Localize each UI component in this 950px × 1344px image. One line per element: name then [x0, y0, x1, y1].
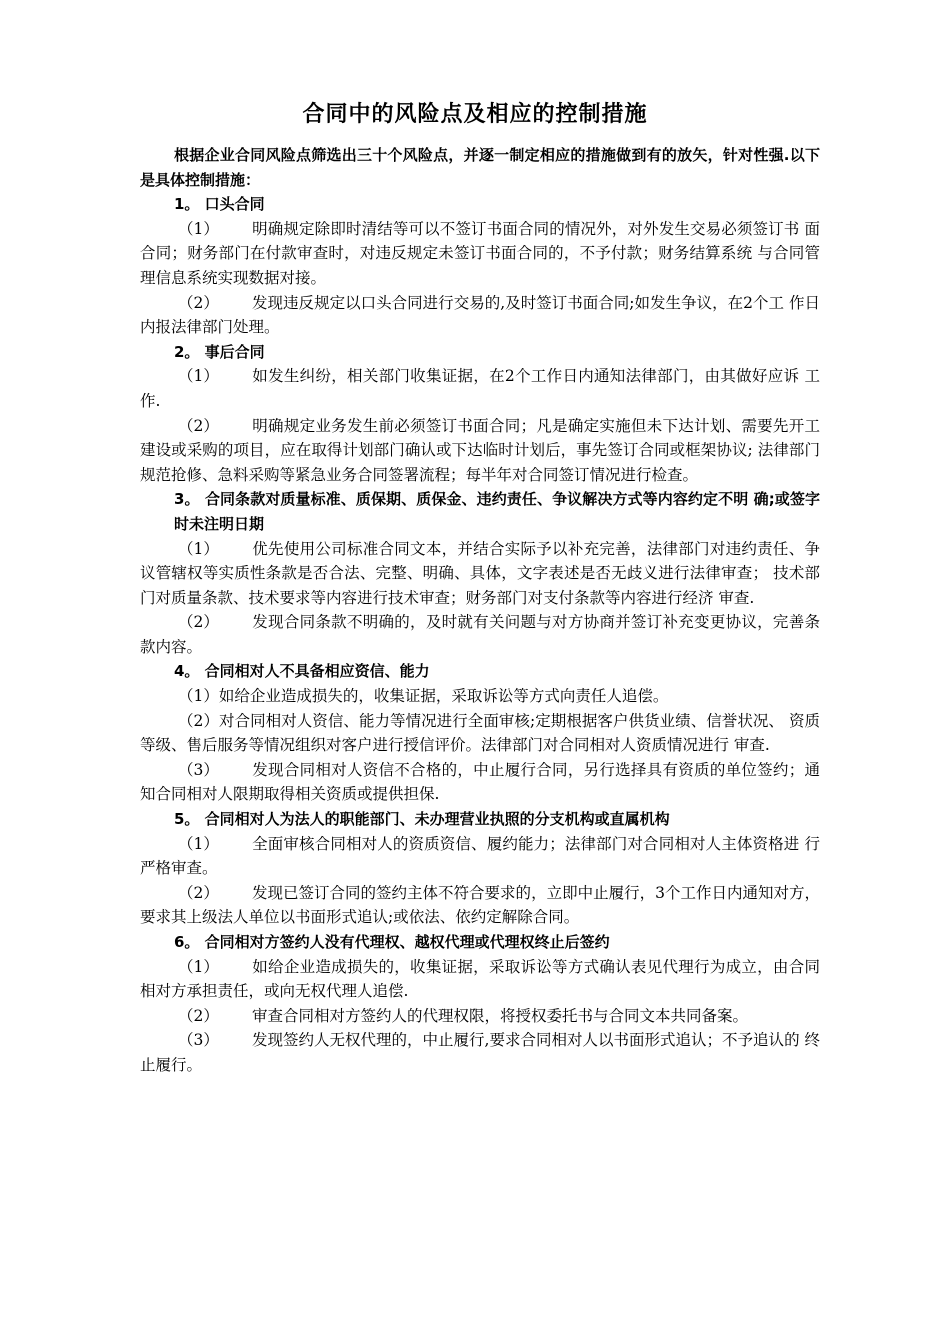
- item-number: （2）: [178, 883, 219, 902]
- section-item: [140, 414, 820, 488]
- item-text: 全面审核合同相对人的资质资信、履约能力；法律部门对合同相对人主体资格进 行严格审查。: [140, 834, 820, 878]
- document-body: [140, 143, 820, 1078]
- section-item: [140, 1028, 820, 1077]
- item-number: （1）: [178, 687, 219, 706]
- section-item: [140, 832, 820, 881]
- section-heading: 1。 口头合同: [174, 195, 265, 214]
- item-text: 明确规定除即时清结等可以不签订书面合同的情况外，对外发生交易必须签订书 面合同；财务部门在付款审查时，对违反规定未签订书面合同的，不予付款；财务结算系统 与合同管理信息系统实现数据对接。: [140, 219, 820, 287]
- section-item: [140, 758, 820, 807]
- section-item: [140, 1004, 820, 1029]
- section-item: [140, 364, 820, 413]
- item-number: （2）: [178, 711, 220, 730]
- item-text: 发现违反规定以口头合同进行交易的,及时签订书面合同;如发生争议，在2个工 作日内报法律部门处理。: [140, 293, 820, 337]
- section-item: [140, 291, 820, 340]
- item-number: （3）: [178, 760, 219, 779]
- item-text: 优先使用公司标准合同文本，并结合实际予以补充完善，法律部门对违约责任、争 议管辖权等实质性条款是否合法、完整、明确、具体，文字表述是否无歧义进行法律审查； 技术部门对质量条款、技术要求等内容进行技术审查；财务部门对支付条款等内容进行经济 审查.: [140, 539, 820, 607]
- item-text: 如给企业造成损失的，收集证据，采取诉讼等方式确认表见代理行为成立，由合同 相对方承担责任，或向无权代理人追偿.: [140, 957, 820, 1001]
- item-number: （2）: [178, 1006, 219, 1025]
- item-number: （1）: [178, 219, 219, 238]
- item-text: 发现已签订合同的签约主体不符合要求的，立即中止履行，3个工作日内通知对方， 要求其上级法人单位以书面形式追认;或依法、依约定解除合同。: [140, 883, 820, 927]
- section-item: [140, 881, 820, 930]
- item-number: （2）: [178, 613, 219, 632]
- item-number: （2）: [178, 293, 219, 312]
- item-number: （1）: [178, 834, 219, 853]
- section-item: [140, 610, 820, 659]
- item-text: 如给企业造成损失的，收集证据，采取诉讼等方式向责任人追偿。: [218, 687, 669, 706]
- item-number: （1）: [178, 539, 219, 558]
- section-heading: 3。 合同条款对质量标准、质保期、质保金、违约责任、争议解决方式等内容约定不明 确;或签字时未注明日期: [174, 490, 820, 533]
- item-text: 发现签约人无权代理的，中止履行,要求合同相对人以书面形式追认；不予追认的 终止履行。: [140, 1031, 820, 1074]
- section-item: [140, 684, 820, 709]
- section-item: [140, 955, 820, 1004]
- item-text: 明确规定业务发生前必须签订书面合同；凡是确定实施但未下达计划、需要先开工 建设或采购的项目，应在取得计划部门确认或下达临时计划后，事先签订合同或框架协议; 法律部门规范抢修、急料采购等紧急业务合同签署流程；每半年对合同签订情况进行检查。: [140, 416, 820, 484]
- section-item: [140, 709, 820, 758]
- section-heading: 6。 合同相对方签约人没有代理权、越权代理或代理权终止后签约: [174, 933, 610, 951]
- item-number: （1）: [178, 957, 219, 976]
- document-title: 合同中的风险点及相应的控制措施: [302, 102, 648, 127]
- item-text: 发现合同条款不明确的，及时就有关问题与对方协商并签订补充变更协议，完善条 款内容。: [140, 613, 820, 656]
- item-text: 发现合同相对人资信不合格的，中止履行合同，另行选择具有资质的单位签约；通 知合同相对人限期取得相关资质或提供担保.: [140, 760, 820, 804]
- item-number: （1）: [178, 367, 219, 386]
- item-text: 审查合同相对方签约人的代理权限，将授权委托书与合同文本共同备案。: [252, 1006, 749, 1025]
- intro-paragraph: 根据企业合同风险点筛选出三十个风险点，并逐一制定相应的措施做到有的放矢，针对性强.以下是具体控制措施：: [140, 146, 820, 189]
- item-number: （3）: [178, 1031, 219, 1050]
- section-heading: 4。 合同相对人不具备相应资信、能力: [174, 662, 430, 681]
- item-number: （2）: [178, 416, 219, 435]
- item-text: 对合同相对人资信、能力等情况进行全面审核;定期根据客户供货业绩、信誉状况、 资质等级、售后服务等情况组织对客户进行授信评价。法律部门对合同相对人资质情况进行 审查.: [140, 711, 820, 755]
- section-heading: 2。 事后合同: [174, 342, 265, 361]
- item-text: 如发生纠纷，相关部门收集证据，在2个工作日内通知法律部门，由其做好应诉 工作.: [140, 367, 820, 410]
- section-item: [140, 537, 820, 611]
- section-item: [140, 217, 820, 291]
- section-heading: 5。 合同相对人为法人的职能部门、未办理营业执照的分支机构或直属机构: [174, 810, 670, 829]
